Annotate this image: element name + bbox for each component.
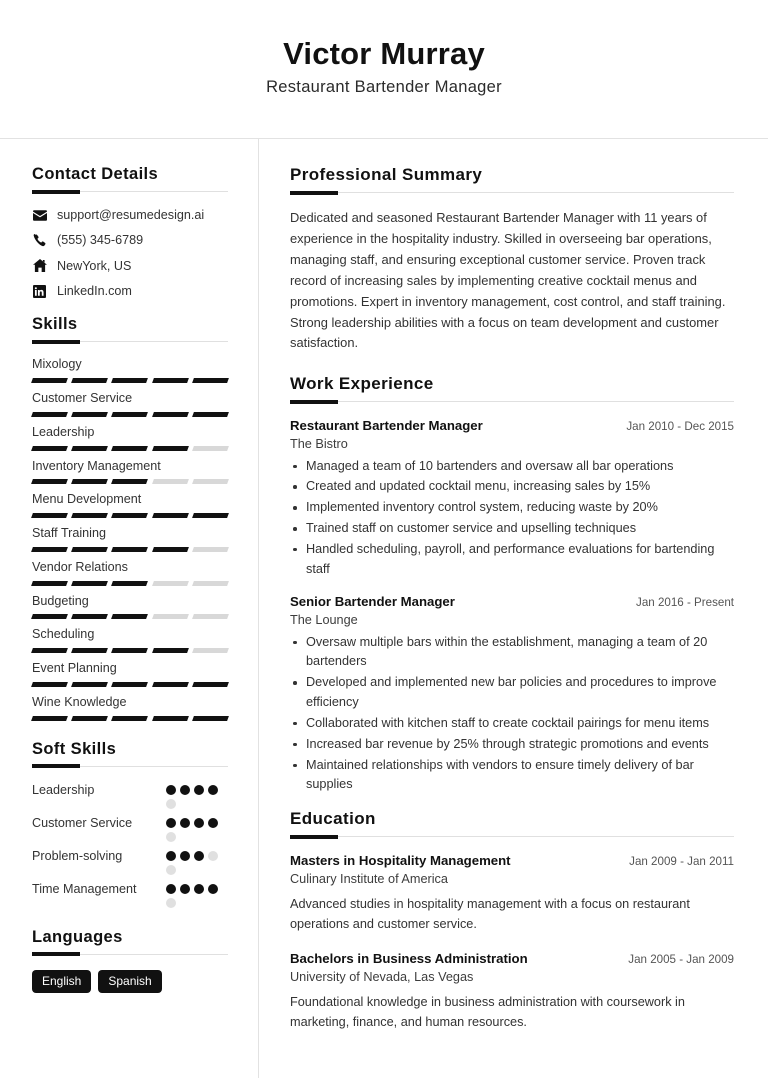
skill-row (32, 695, 228, 721)
skill-segment (31, 378, 68, 383)
skill-segment (152, 378, 189, 383)
skill-label: Wine Knowledge (32, 694, 127, 709)
section-rule (32, 766, 228, 767)
rating-dot (166, 884, 176, 894)
skill-segment (71, 547, 108, 552)
education-entry-description: Advanced studies in hospitality management with a focus on restaurant operations and customer service. (290, 897, 690, 932)
work-entry-header (290, 593, 734, 611)
list-item: Collaborated with kitchen staff to create cocktail pairings for menu items (290, 714, 734, 734)
section-heading-languages: Languages (32, 927, 123, 946)
skill-row (32, 594, 228, 620)
contact-item-email[interactable] (32, 207, 228, 223)
education-entry-school: Culinary Institute of America (290, 871, 448, 886)
education-entries (290, 852, 734, 1033)
skill-segment (71, 378, 108, 383)
envelope-icon (32, 210, 47, 221)
skill-segment (152, 479, 189, 484)
skill-segment (152, 648, 189, 653)
section-education (290, 809, 734, 1033)
section-rule (32, 954, 228, 955)
skill-label: Scheduling (32, 627, 95, 642)
skill-segment (152, 446, 189, 451)
skill-segment (31, 513, 68, 518)
contact-value-linkedin: LinkedIn.com (57, 284, 132, 299)
skill-segment (31, 682, 68, 687)
soft-skill-label: Time Management (32, 881, 137, 896)
skill-label: Mixology (32, 357, 82, 372)
work-entry-role: Senior Bartender Manager (290, 594, 455, 610)
skill-level-bar (32, 648, 228, 653)
skill-segment (31, 716, 68, 721)
section-professional-summary (290, 165, 734, 354)
work-entry-date: Jan 2010 - Dec 2015 (626, 420, 734, 434)
skill-row (32, 357, 228, 383)
work-entry-bullets (290, 457, 734, 580)
soft-skill-row (32, 881, 228, 908)
section-heading-education: Education (290, 809, 376, 829)
skill-segment (192, 513, 229, 518)
skill-segment (192, 648, 229, 653)
skill-row (32, 425, 228, 451)
skill-level-bar (32, 378, 228, 383)
contact-list (32, 207, 228, 299)
work-entry-date: Jan 2016 - Present (636, 596, 734, 610)
section-rule (290, 836, 734, 837)
main-content (259, 139, 768, 1078)
contact-item-phone[interactable] (32, 232, 228, 248)
section-skills (32, 315, 228, 720)
skill-label: Customer Service (32, 391, 133, 406)
skill-segment (71, 682, 108, 687)
rating-dot (166, 851, 176, 861)
list-item: Increased bar revenue by 25% through strategic promotions and events (290, 735, 734, 755)
skill-row (32, 459, 228, 485)
contact-value-location: NewYork, US (57, 258, 132, 273)
section-heading-work: Work Experience (290, 374, 434, 394)
rating-dot (208, 818, 218, 828)
work-entry-role: Restaurant Bartender Manager (290, 418, 483, 434)
skill-segment (71, 479, 108, 484)
skill-segment (192, 479, 229, 484)
skill-segment (71, 716, 108, 721)
contact-value-email: support@resumedesign.ai (57, 208, 205, 222)
skill-segment (31, 479, 68, 484)
education-entry-header (290, 950, 734, 968)
soft-skill-rating (166, 848, 228, 875)
skill-level-bar (32, 513, 228, 518)
rating-dot (180, 818, 190, 828)
contact-item-linkedin[interactable] (32, 283, 228, 299)
rating-dot (194, 818, 204, 828)
skill-row (32, 627, 228, 653)
skill-segment (71, 513, 108, 518)
work-entry (290, 593, 734, 795)
section-rule (290, 192, 734, 193)
education-entry-school: University of Nevada, Las Vegas (290, 969, 474, 984)
skill-level-bar (32, 479, 228, 484)
skill-segment (192, 682, 229, 687)
rating-dot (166, 865, 176, 875)
skill-segment (111, 547, 148, 552)
skill-segment (111, 682, 148, 687)
contact-item-location[interactable] (32, 258, 228, 274)
skill-segment (111, 446, 148, 451)
skill-segment (31, 581, 68, 586)
rating-dot (180, 884, 190, 894)
list-item: Oversaw multiple bars within the establishment, managing a team of 20 bartenders (290, 633, 734, 673)
resume-body (0, 139, 768, 1078)
skill-segment (152, 513, 189, 518)
section-heading-skills: Skills (32, 315, 78, 334)
skill-segment (152, 547, 189, 552)
skill-segment (111, 614, 148, 619)
section-contact-details (32, 165, 228, 299)
education-entry-date: Jan 2005 - Jan 2009 (628, 953, 734, 966)
work-entry-organization: The Lounge (290, 613, 358, 628)
soft-skill-row (32, 815, 228, 842)
section-work-experience (290, 374, 734, 795)
skill-row (32, 560, 228, 586)
rating-dot (208, 785, 218, 795)
education-entry (290, 950, 734, 1033)
list-item: Managed a team of 10 bartenders and oversaw all bar operations (290, 457, 734, 477)
section-rule (32, 191, 228, 192)
skill-row (32, 526, 228, 552)
rating-dot (194, 785, 204, 795)
list-item: Implemented inventory control system, reducing waste by 20% (290, 498, 734, 518)
skill-row (32, 661, 228, 687)
skill-segment (111, 513, 148, 518)
soft-skill-rating (166, 881, 228, 908)
section-rule (32, 341, 228, 342)
languages-list (32, 970, 228, 993)
skill-segment (31, 412, 68, 417)
skill-level-bar (32, 547, 228, 552)
skill-segment (71, 446, 108, 451)
language-chip: English (32, 970, 91, 993)
skill-level-bar (32, 412, 228, 417)
skill-segment (152, 716, 189, 721)
skill-level-bar (32, 446, 228, 451)
work-entries (290, 417, 734, 795)
section-rule (290, 401, 734, 402)
education-entry-degree: Bachelors in Business Administration (290, 951, 528, 966)
skill-segment (192, 581, 229, 586)
phone-icon (32, 234, 47, 247)
skill-segment (71, 648, 108, 653)
list-item: Handled scheduling, payroll, and performance evaluations for bartending staff (290, 540, 734, 580)
skills-list (32, 357, 228, 720)
skill-segment (111, 716, 148, 721)
home-icon (32, 259, 47, 272)
skill-segment (111, 378, 148, 383)
soft-skill-rating (166, 782, 228, 809)
soft-skill-row (32, 848, 228, 875)
rating-dot (166, 799, 176, 809)
work-entry-bullets (290, 633, 734, 796)
soft-skill-label: Leadership (32, 782, 95, 797)
soft-skill-rating (166, 815, 228, 842)
sidebar (0, 139, 259, 1078)
job-title: Restaurant Bartender Manager (266, 77, 502, 96)
education-entry-header (290, 852, 734, 870)
work-entry (290, 417, 734, 579)
skill-segment (31, 547, 68, 552)
skill-segment (152, 682, 189, 687)
skill-segment (192, 412, 229, 417)
resume-header (0, 0, 768, 139)
skill-segment (71, 581, 108, 586)
skill-level-bar (32, 682, 228, 687)
skill-row (32, 492, 228, 518)
soft-skill-label: Problem-solving (32, 848, 123, 863)
contact-value-phone: (555) 345-6789 (57, 233, 144, 248)
rating-dot (208, 851, 218, 861)
soft-skill-label: Customer Service (32, 815, 133, 830)
skill-level-bar (32, 581, 228, 586)
education-entry (290, 852, 734, 935)
education-entry-description: Foundational knowledge in business administration with coursework in marketing, finance, and human resources. (290, 995, 685, 1030)
soft-skills-list (32, 782, 228, 908)
skill-segment (152, 412, 189, 417)
rating-dot (166, 785, 176, 795)
skill-label: Leadership (32, 424, 95, 439)
skill-label: Inventory Management (32, 458, 161, 473)
work-entry-header (290, 417, 734, 435)
skill-segment (71, 412, 108, 417)
rating-dot (166, 832, 176, 842)
skill-label: Budgeting (32, 593, 89, 608)
skill-segment (192, 547, 229, 552)
skill-level-bar (32, 716, 228, 721)
skill-row (32, 391, 228, 417)
list-item: Maintained relationships with vendors to ensure timely delivery of bar supplies (290, 756, 734, 796)
work-entry-organization: The Bistro (290, 437, 348, 452)
skill-segment (192, 614, 229, 619)
list-item: Developed and implemented new bar policies and procedures to improve efficiency (290, 673, 734, 713)
skill-segment (31, 648, 68, 653)
section-heading-contact: Contact Details (32, 165, 159, 183)
skill-segment (111, 412, 148, 417)
language-chip: Spanish (98, 970, 161, 993)
summary-text: Dedicated and seasoned Restaurant Bartender Manager with 11 years of experience in the hospitality industry. Skilled in overseeing bar operations, managing staff, and ensuring exceptional customer service. Proven track record of increasing sales by implementing creative cocktail menus and promotions. Expert in inventory management, cost control, and staff training. Strong leadership abilities with a focus on team development and customer satisfaction. (290, 210, 726, 351)
skill-segment (71, 614, 108, 619)
soft-skill-row (32, 782, 228, 809)
skill-segment (192, 716, 229, 721)
linkedin-icon (32, 285, 47, 298)
rating-dot (208, 884, 218, 894)
rating-dot (194, 851, 204, 861)
section-languages (32, 928, 228, 993)
list-item: Created and updated cocktail menu, increasing sales by 15% (290, 477, 734, 497)
skill-level-bar (32, 614, 228, 619)
skill-label: Staff Training (32, 526, 106, 541)
education-entry-date: Jan 2009 - Jan 2011 (629, 855, 734, 869)
rating-dot (166, 818, 176, 828)
rating-dot (180, 785, 190, 795)
list-item: Trained staff on customer service and upselling techniques (290, 519, 734, 539)
skill-label: Vendor Relations (32, 559, 128, 574)
section-heading-summary: Professional Summary (290, 165, 483, 184)
rating-dot (166, 898, 176, 908)
skill-segment (31, 614, 68, 619)
section-heading-soft-skills: Soft Skills (32, 739, 117, 758)
rating-dot (194, 884, 204, 894)
skill-segment (111, 648, 148, 653)
skill-label: Menu Development (32, 492, 142, 507)
skill-segment (152, 614, 189, 619)
skill-segment (152, 581, 189, 586)
page-title: Victor Murray (283, 36, 485, 72)
skill-segment (31, 446, 68, 451)
skill-segment (111, 581, 148, 586)
skill-segment (192, 446, 229, 451)
education-entry-degree: Masters in Hospitality Management (290, 853, 511, 869)
section-soft-skills (32, 740, 228, 908)
skill-label: Event Planning (32, 661, 117, 676)
rating-dot (180, 851, 190, 861)
skill-segment (192, 378, 229, 383)
skill-segment (111, 479, 148, 484)
